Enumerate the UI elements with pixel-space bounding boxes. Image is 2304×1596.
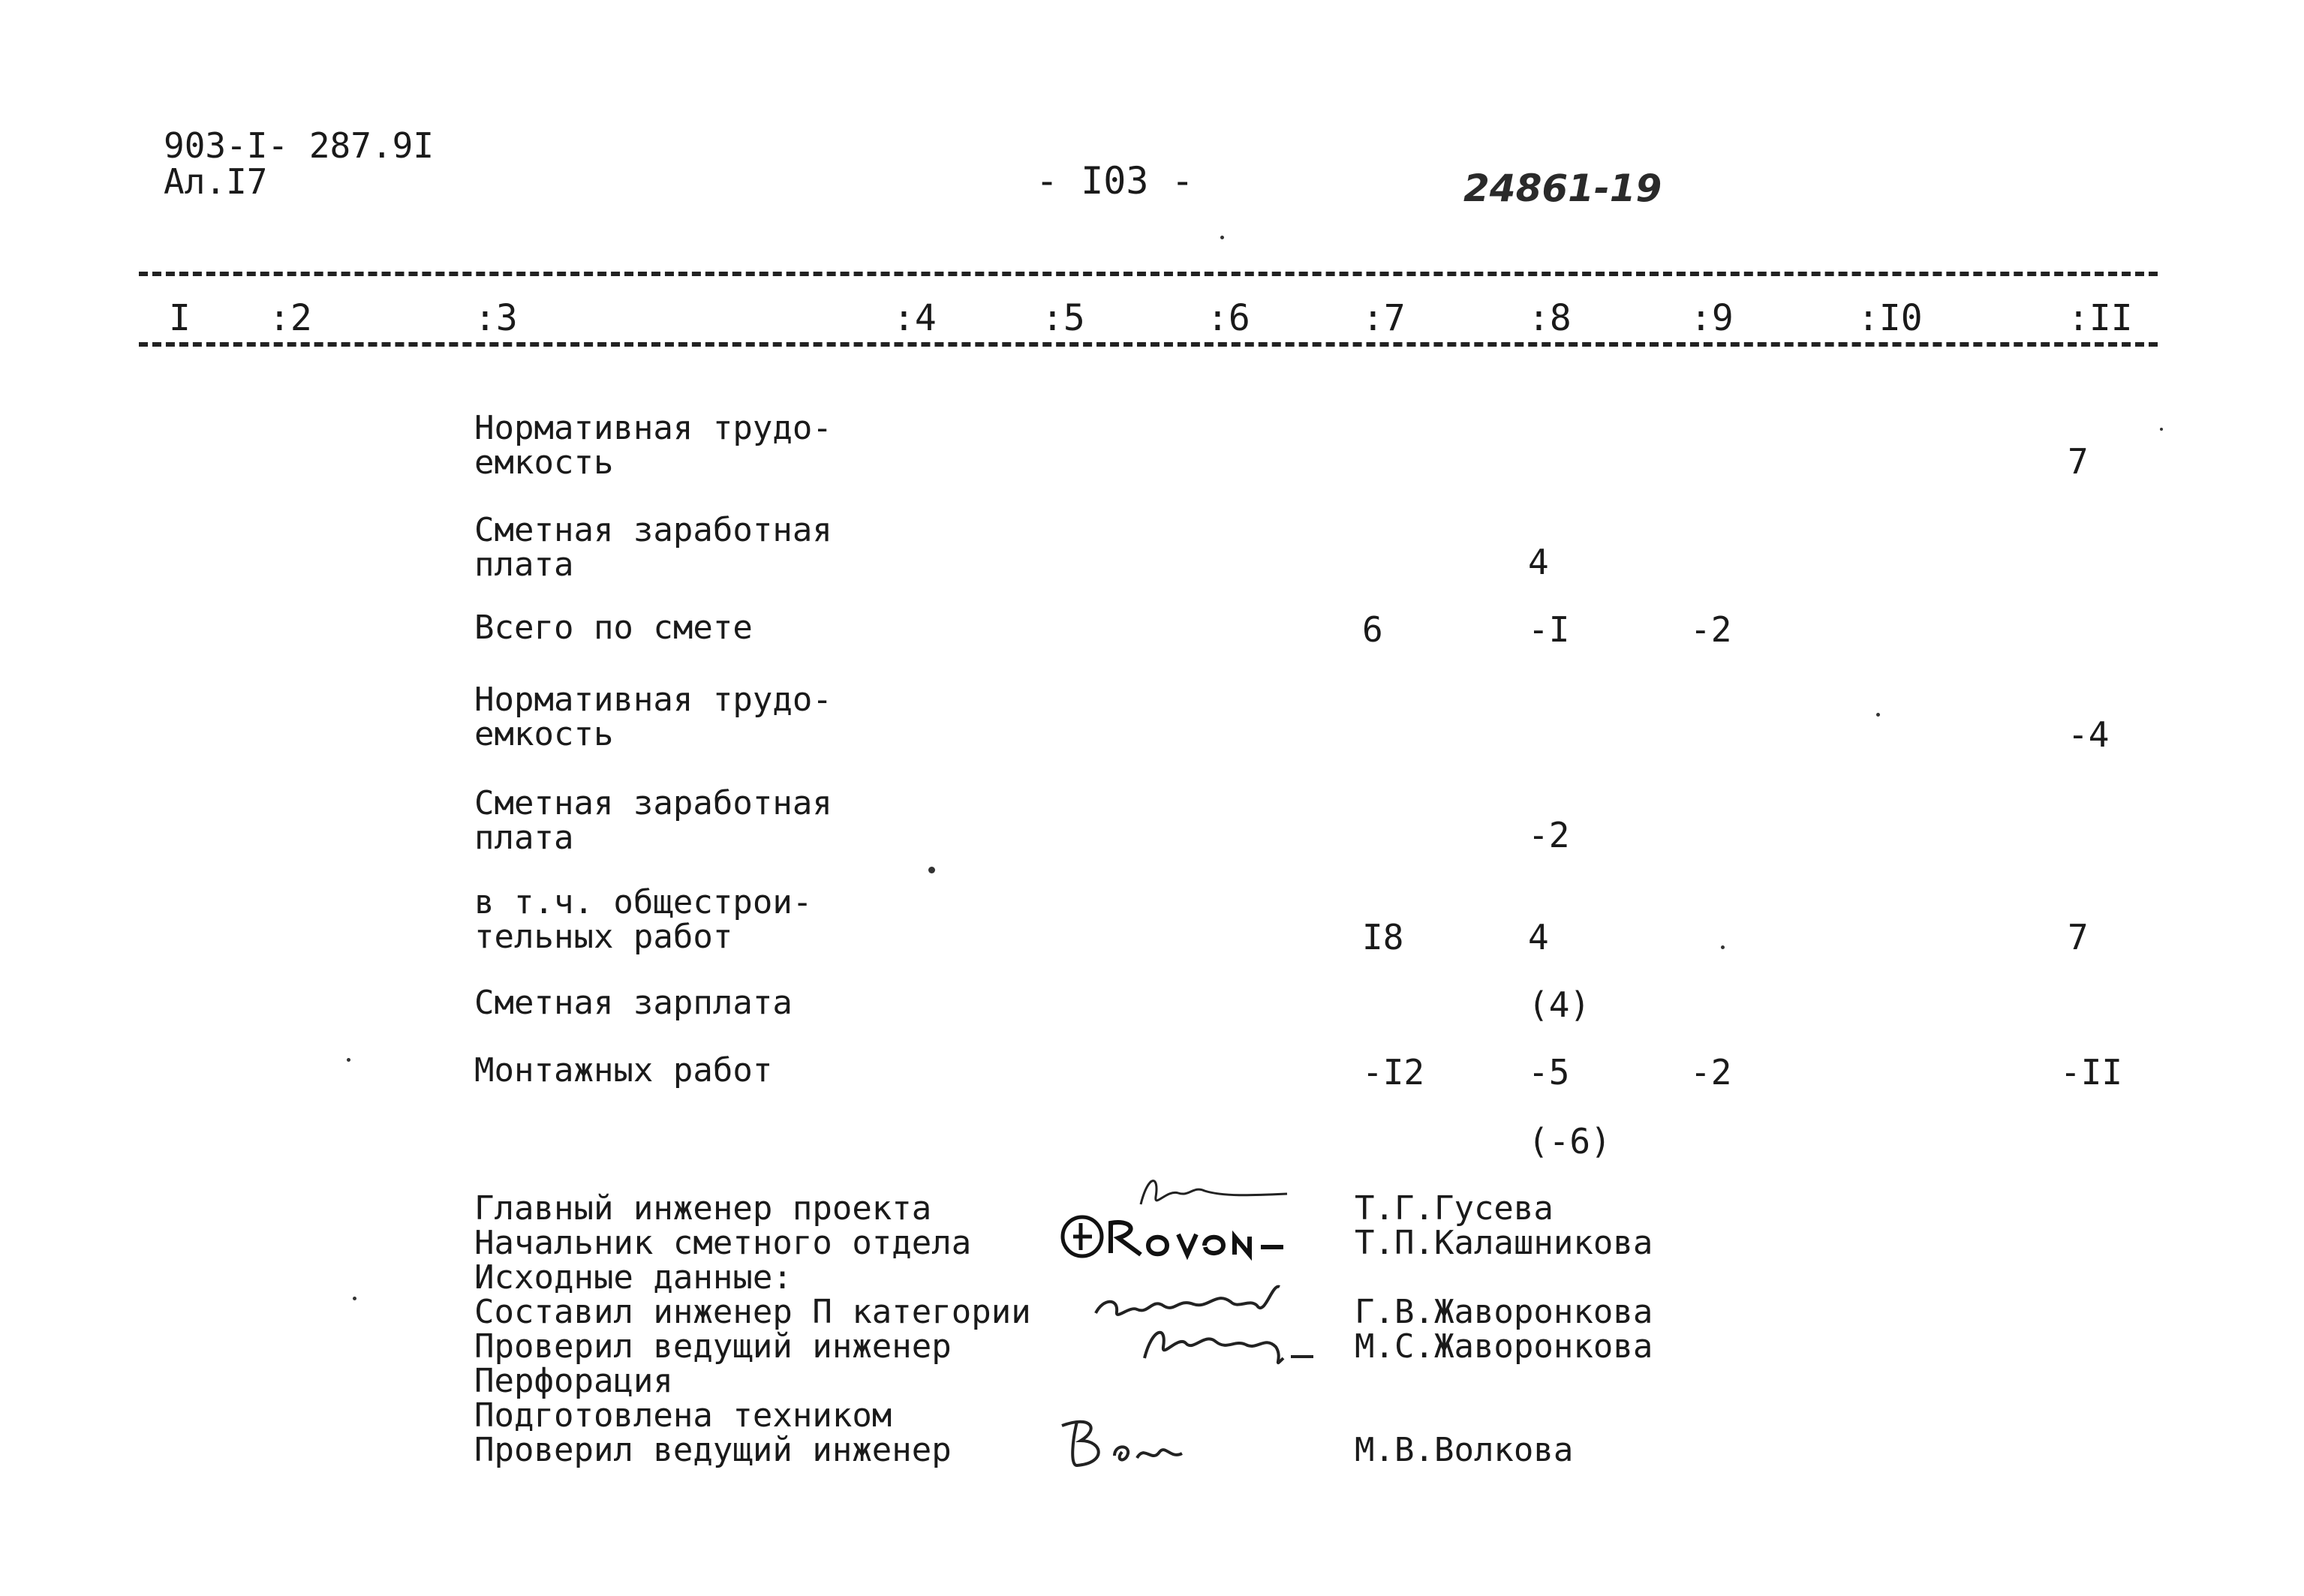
column-number-10: :I0 [1857, 297, 1923, 339]
column-number-8: :8 [1528, 297, 1572, 339]
row-label: Сметная заработная плата [474, 511, 832, 584]
row-label: Нормативная трудо- емкость [474, 681, 832, 753]
column-number-9: :9 [1690, 297, 1734, 339]
column-number-11: :II [2068, 297, 2133, 339]
row-value-col8: (4) [1528, 984, 1591, 1025]
row-value-col8: -5 [1528, 1052, 1570, 1093]
signature-role: Подготовлена техником [474, 1396, 892, 1435]
scan-speck [1220, 236, 1224, 239]
row-label: Нормативная трудо- емкость [474, 409, 832, 482]
row-value-col11: -II [2060, 1052, 2123, 1093]
row-value-col11: 7 [2068, 917, 2089, 957]
scan-speck [347, 1058, 350, 1062]
signatory-name: М.В.Волкова [1355, 1431, 1574, 1469]
signature-role: Начальник сметного отдела [474, 1224, 972, 1262]
scan-speck [353, 1297, 356, 1300]
row-value-col9: -2 [1690, 609, 1732, 650]
column-number-2: :2 [269, 297, 312, 339]
column-number-7: :7 [1362, 297, 1406, 339]
column-number-6: :6 [1207, 297, 1250, 339]
column-number-1: I [169, 297, 191, 339]
row-value-col8: 4 [1528, 542, 1549, 582]
scan-speck [1876, 713, 1880, 717]
row-value-col7: I8 [1362, 917, 1404, 957]
signatory-name: Г.В.Жаворонкова [1355, 1293, 1653, 1331]
row-label: Сметная зарплата [474, 984, 793, 1022]
signature-role: Проверил ведущий инженер [474, 1327, 952, 1366]
signatory-name: М.С.Жаворонкова [1355, 1327, 1653, 1366]
handwritten-signature [1047, 1407, 1197, 1474]
scan-speck [1721, 945, 1725, 949]
document-code [164, 125, 435, 202]
signatory-name: Т.Г.Гусева [1355, 1189, 1554, 1228]
row-value-col8: -I [1528, 609, 1570, 650]
signature-role: Составил инженер П категории [474, 1293, 1031, 1331]
registration-number: 24861-19 [1463, 167, 1662, 210]
document-code-line1: 903-I- 287.9I [164, 125, 435, 166]
row-label: Всего по смете [474, 609, 753, 647]
row-value-col11: -4 [2068, 714, 2110, 755]
signature-role: Проверил ведущий инженер [474, 1431, 952, 1469]
row-label: Монтажных работ [474, 1051, 773, 1090]
row-value-col9: -2 [1690, 1052, 1732, 1093]
handwritten-signature [1058, 1201, 1291, 1268]
table-header-bottom-rule [139, 342, 2158, 347]
row-value-col7: 6 [1362, 609, 1383, 650]
column-number-3: :3 [474, 297, 518, 339]
column-number-4: :4 [893, 297, 937, 339]
column-number-5: :5 [1042, 297, 1085, 339]
document-code-line2: Ал.I7 [164, 161, 268, 202]
table-header-top-rule [139, 272, 2158, 276]
row-value-col8: 4 [1528, 917, 1549, 957]
handwritten-signature [1133, 1313, 1328, 1373]
row-value-col11: 7 [2068, 441, 2089, 482]
row-value-col8: -2 [1528, 815, 1570, 855]
row-value-col7: -I2 [1362, 1052, 1425, 1093]
signature-role: Перфорация [474, 1362, 673, 1400]
row-label: Сметная заработная плата [474, 784, 832, 857]
signature-role: Главный инженер проекта [474, 1189, 932, 1228]
scan-speck [2160, 428, 2163, 431]
scan-speck [928, 867, 935, 873]
signatory-name: Т.П.Калашникова [1355, 1224, 1653, 1262]
signature-role: Исходные данные: [474, 1258, 793, 1297]
page-number: - I03 - [1036, 159, 1194, 203]
row-label: в т.ч. общестрои- тельных работ [474, 883, 813, 956]
row-value-col8: (-6) [1528, 1121, 1611, 1162]
